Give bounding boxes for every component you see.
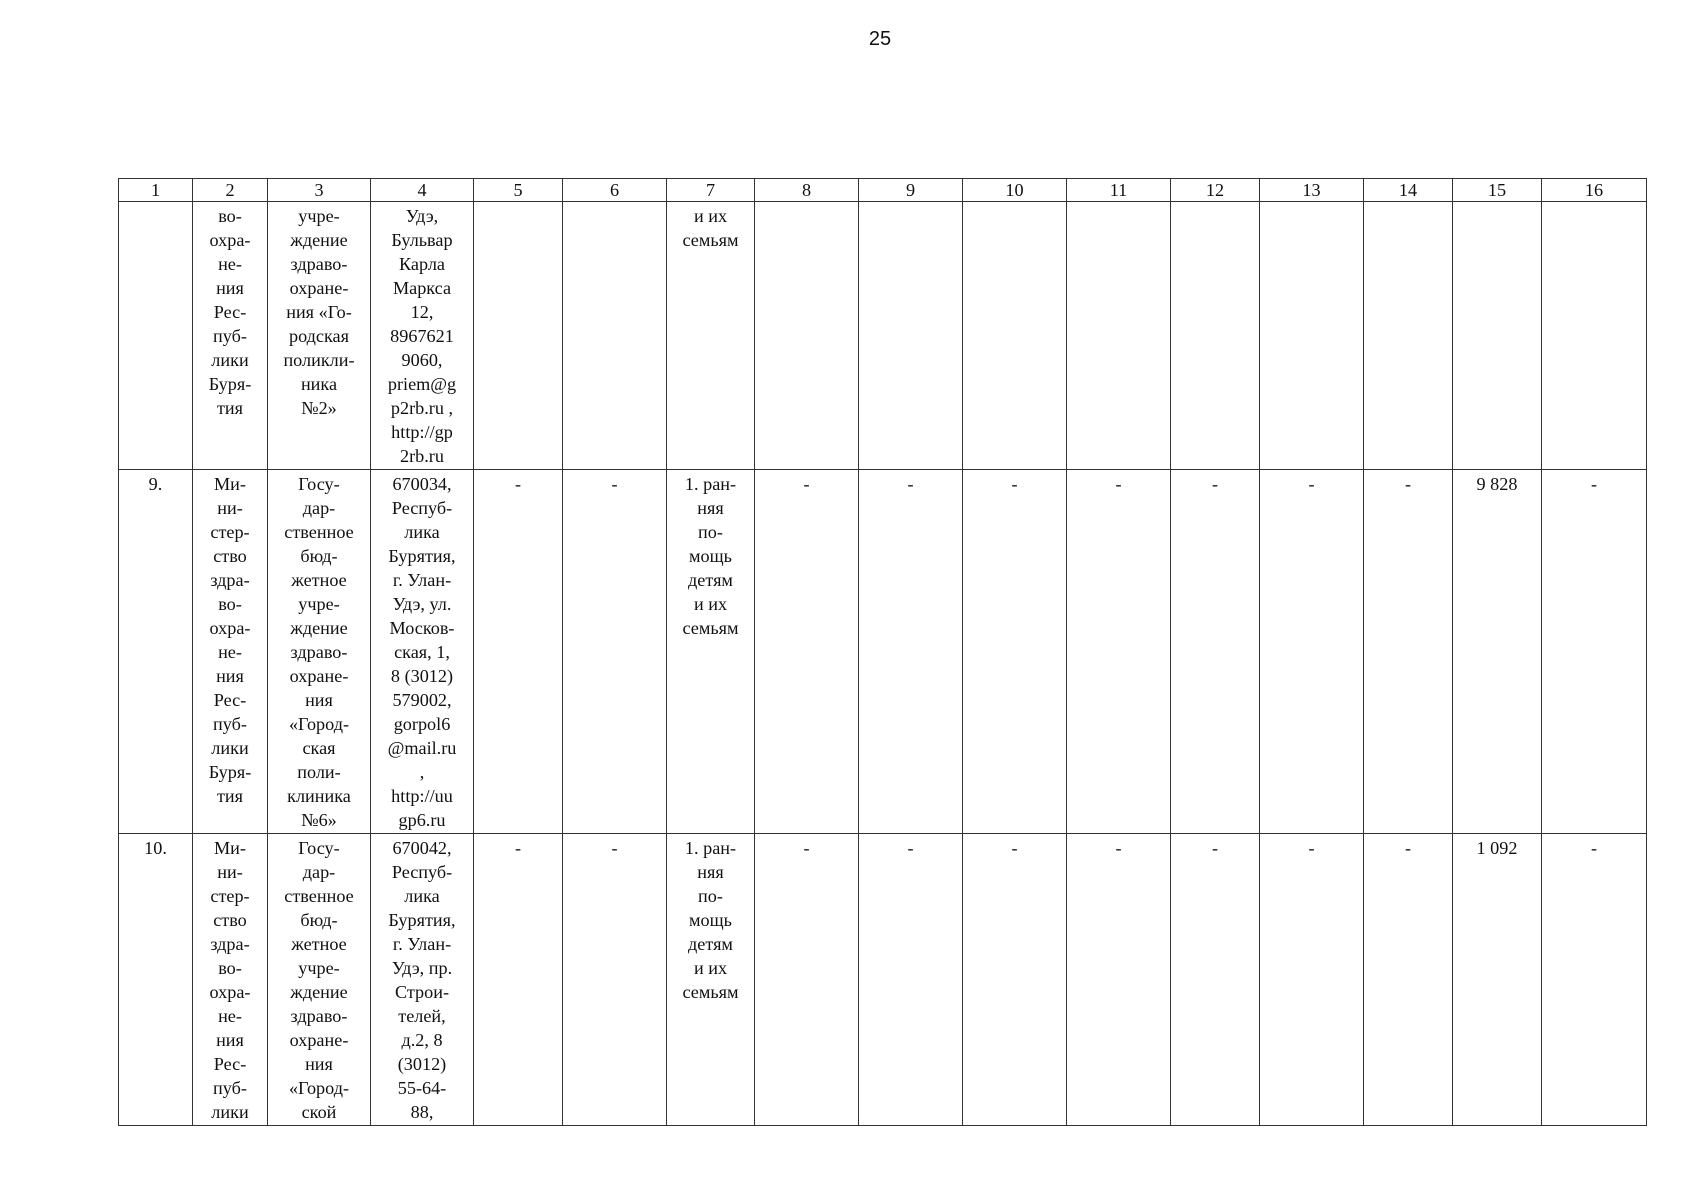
col-header: 10: [963, 179, 1067, 202]
table-cell: 670042, Респуб- лика Бурятия, г. Улан- Удэ, пр. Строи- телей, д.2, 8 (3012) 55-64- 88,: [371, 834, 474, 1126]
table-cell: -: [563, 834, 667, 1126]
col-header: 3: [268, 179, 371, 202]
col-header: 2: [193, 179, 268, 202]
table-row: [119, 834, 1647, 1126]
table-cell: -: [1260, 470, 1364, 834]
table-cell: [1067, 202, 1171, 470]
col-header: 14: [1364, 179, 1453, 202]
table-cell: [119, 202, 193, 470]
table-cell: [1542, 202, 1647, 470]
col-header: 6: [563, 179, 667, 202]
table-cell: -: [474, 834, 563, 1126]
table-cell: [1453, 202, 1542, 470]
table-cell: [755, 202, 859, 470]
table-cell: -: [1067, 834, 1171, 1126]
col-header: 9: [859, 179, 963, 202]
table-cell: [963, 202, 1067, 470]
table-cell: -: [963, 834, 1067, 1126]
data-table: [118, 178, 1647, 1126]
table-cell: 9 828: [1453, 470, 1542, 834]
table-cell: -: [859, 834, 963, 1126]
table-cell: -: [474, 470, 563, 834]
table-cell: -: [755, 834, 859, 1126]
table-cell: во- охра- не- ния Рес- пуб- лики Буря- тия: [193, 202, 268, 470]
col-header: 5: [474, 179, 563, 202]
table-row: [119, 202, 1647, 470]
table-cell: -: [563, 470, 667, 834]
table-cell: и их семьям: [667, 202, 755, 470]
table-cell: [563, 202, 667, 470]
table-cell: Ми- ни- стер- ство здра- во- охра- не- ния Рес- пуб- лики Буря- тия: [193, 470, 268, 834]
table-cell: -: [859, 470, 963, 834]
table-cell: Ми- ни- стер- ство здра- во- охра- не- ния Рес- пуб- лики: [193, 834, 268, 1126]
col-header: 12: [1171, 179, 1260, 202]
table-cell: -: [1171, 834, 1260, 1126]
table-cell: [859, 202, 963, 470]
col-header: 7: [667, 179, 755, 202]
table-cell: Госу- дар- ственное бюд- жетное учре- ждение здраво- охране- ния «Город- ской: [268, 834, 371, 1126]
table-cell: -: [1542, 470, 1647, 834]
table-cell: 1 092: [1453, 834, 1542, 1126]
table-cell: -: [1067, 470, 1171, 834]
table-cell: [1171, 202, 1260, 470]
table-cell: Удэ, Бульвар Карла Маркса 12, 8967621 9060, priem@g p2rb.ru , http://gp 2rb.ru: [371, 202, 474, 470]
table-cell: -: [1364, 470, 1453, 834]
col-header: 4: [371, 179, 474, 202]
col-header: 15: [1453, 179, 1542, 202]
table-cell: -: [1364, 834, 1453, 1126]
table-cell: [474, 202, 563, 470]
table-row: [119, 470, 1647, 834]
page-number: 25: [868, 28, 892, 50]
table-cell: -: [755, 470, 859, 834]
table-cell: -: [1260, 834, 1364, 1126]
col-header: 1: [119, 179, 193, 202]
table-cell: 670034, Респуб- лика Бурятия, г. Улан- Удэ, ул. Москов- ская, 1, 8 (3012) 579002, gorpol6 @mail.ru , http://uu gp6.ru: [371, 470, 474, 834]
table-cell: 1. ран- няя по- мощь детям и их семьям: [667, 834, 755, 1126]
table-cell: -: [1171, 470, 1260, 834]
table-cell: 1. ран- няя по- мощь детям и их семьям: [667, 470, 755, 834]
table-cell: [1364, 202, 1453, 470]
table-cell: [1260, 202, 1364, 470]
table-cell: 9.: [119, 470, 193, 834]
table-cell: Госу- дар- ственное бюд- жетное учре- ждение здраво- охране- ния «Город- ская поли- клиника №6»: [268, 470, 371, 834]
table-cell: учре- ждение здраво- охране- ния «Го- родская поликли- ника №2»: [268, 202, 371, 470]
table-cell: -: [963, 470, 1067, 834]
col-header: 11: [1067, 179, 1171, 202]
header-row: [119, 179, 1647, 202]
col-header: 8: [755, 179, 859, 202]
col-header: 13: [1260, 179, 1364, 202]
table-cell: 10.: [119, 834, 193, 1126]
table-cell: -: [1542, 834, 1647, 1126]
col-header: 16: [1542, 179, 1647, 202]
